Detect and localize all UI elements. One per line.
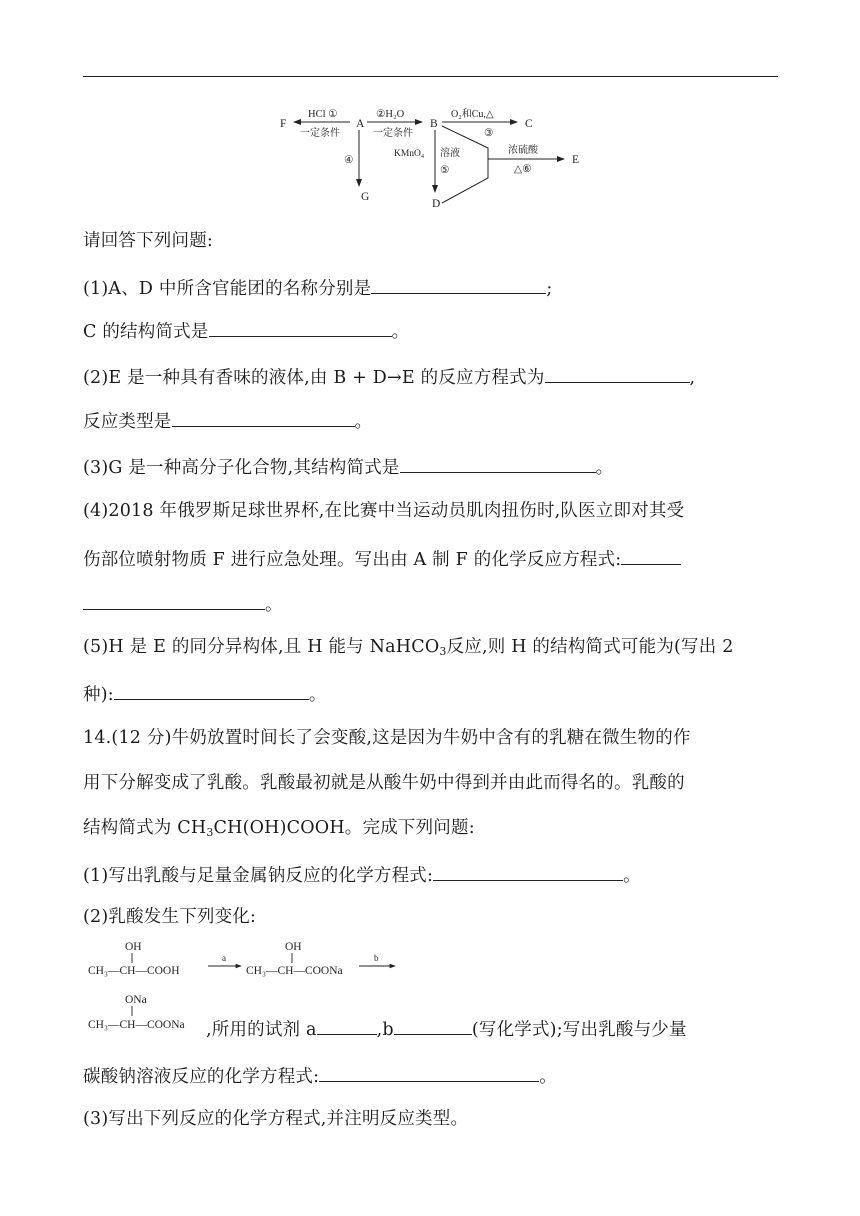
answer-blank[interactable] — [545, 364, 690, 383]
answer-blank[interactable] — [172, 408, 355, 427]
question-intro: 请回答下列问题: — [83, 231, 213, 251]
oh-label: OH — [285, 941, 302, 953]
answer-blank[interactable] — [83, 591, 265, 610]
oh-label: OH — [125, 941, 142, 953]
r5-left-label: KMnO₄ — [394, 149, 425, 159]
node-f: F — [280, 118, 287, 130]
r1-bottom-label: 一定条件 — [300, 128, 340, 139]
formula-sodium-lactate: CH₃—CH—COONa — [246, 965, 343, 977]
q14-3-line: (3)写出下列反应的化学方程式,并注明反应类型。 — [83, 1109, 469, 1129]
q4-line3: 。 — [83, 591, 283, 616]
answer-blank[interactable] — [433, 862, 623, 881]
q14-2-reagents-line: ,所用的试剂 a ,b (写化学式);写出乳酸与少量 — [206, 1016, 687, 1041]
node-b: B — [430, 118, 438, 130]
node-e: E — [572, 154, 580, 166]
header-rule — [83, 76, 778, 77]
r5-bottom-label: ⑤ — [440, 165, 450, 176]
r6-bottom-label: △⑥ — [514, 164, 532, 175]
answer-blank[interactable] — [209, 318, 392, 337]
answer-blank[interactable] — [371, 275, 546, 294]
r2-top-label: ②H₂O — [376, 109, 405, 120]
q2-line1: (2)E 是一种具有香味的液体,由 B + D→E 的反应方程式为 , — [83, 364, 695, 389]
q14-2-line: (2)乳酸发生下列变化: — [83, 907, 257, 927]
q14-line3: 结构简式为 $CH_3CH(OH)COOH$。完成下列问题: — [83, 818, 475, 839]
r3-top-label: O₂和Cu,△ — [451, 109, 494, 120]
r5-right-label: 溶液 — [440, 148, 460, 159]
formula-lactic-acid: CH₃—CH—COOH — [88, 965, 180, 977]
node-d: D — [432, 198, 441, 210]
r3-bottom-label: ③ — [484, 128, 494, 139]
q14-line2: 用下分解变成了乳酸。乳酸最初就是从酸牛奶中得到并由此而得名的。乳酸的 — [83, 773, 685, 793]
node-g: G — [361, 191, 370, 203]
arrow-a-label: a — [222, 953, 226, 963]
q4-line2: 伤部位喷射物质 F 进行应急处理。写出由 A 制 F 的化学反应方程式: — [83, 546, 681, 571]
node-a: A — [356, 118, 365, 130]
q4-line1: (4)2018 年俄罗斯足球世界杯,在比赛中当运动员肌肉扭伤时,队医立即对其受 — [83, 501, 685, 521]
q5-line2: 种): 。 — [83, 681, 327, 706]
q5-line1: (5)H 是 E 的同分异构体,且 H 能与 NaHCO$_3$反应,则 H 的结构简式可能为(写出 2 — [83, 637, 734, 658]
reaction-scheme-row2 — [83, 992, 208, 1034]
r4-label: ④ — [344, 155, 354, 166]
q2-line2: 反应类型是 。 — [83, 408, 372, 433]
q1-line2: C 的结构简式是 。 — [83, 318, 409, 343]
reaction-diagram — [270, 96, 600, 216]
arrow-b-label: b — [374, 953, 379, 963]
q14-line1: 14.(12 分)牛奶放置时间长了会变酸,这是因为牛奶中含有的乳糖在微生物的作 — [83, 728, 691, 748]
reagent-a-blank[interactable] — [317, 1016, 377, 1035]
answer-blank[interactable] — [621, 546, 681, 565]
ona-label: ONa — [125, 994, 147, 1006]
r1-top-label: HCl ① — [308, 109, 338, 120]
r2-bottom-label: 一定条件 — [373, 128, 413, 139]
answer-blank[interactable] — [114, 681, 309, 700]
q3-line: (3)G 是一种高分子化合物,其结构简式是 。 — [83, 454, 613, 479]
q14-1-line: (1)写出乳酸与足量金属钠反应的化学方程式: 。 — [83, 862, 641, 887]
answer-blank[interactable] — [319, 1063, 539, 1082]
formula-disodium-lactate: CH₃—CH—COONa — [88, 1019, 185, 1031]
node-c: C — [525, 118, 533, 130]
q1-line1: (1)A、D 中所含官能团的名称分别是 ; — [83, 275, 552, 300]
r6-top-label: 浓硫酸 — [508, 145, 538, 156]
q14-2-line2: 碳酸钠溶液反应的化学方程式: 。 — [83, 1063, 557, 1088]
answer-blank[interactable] — [400, 454, 596, 473]
reagent-b-blank[interactable] — [394, 1016, 472, 1035]
reaction-scheme-row1 — [83, 938, 403, 980]
